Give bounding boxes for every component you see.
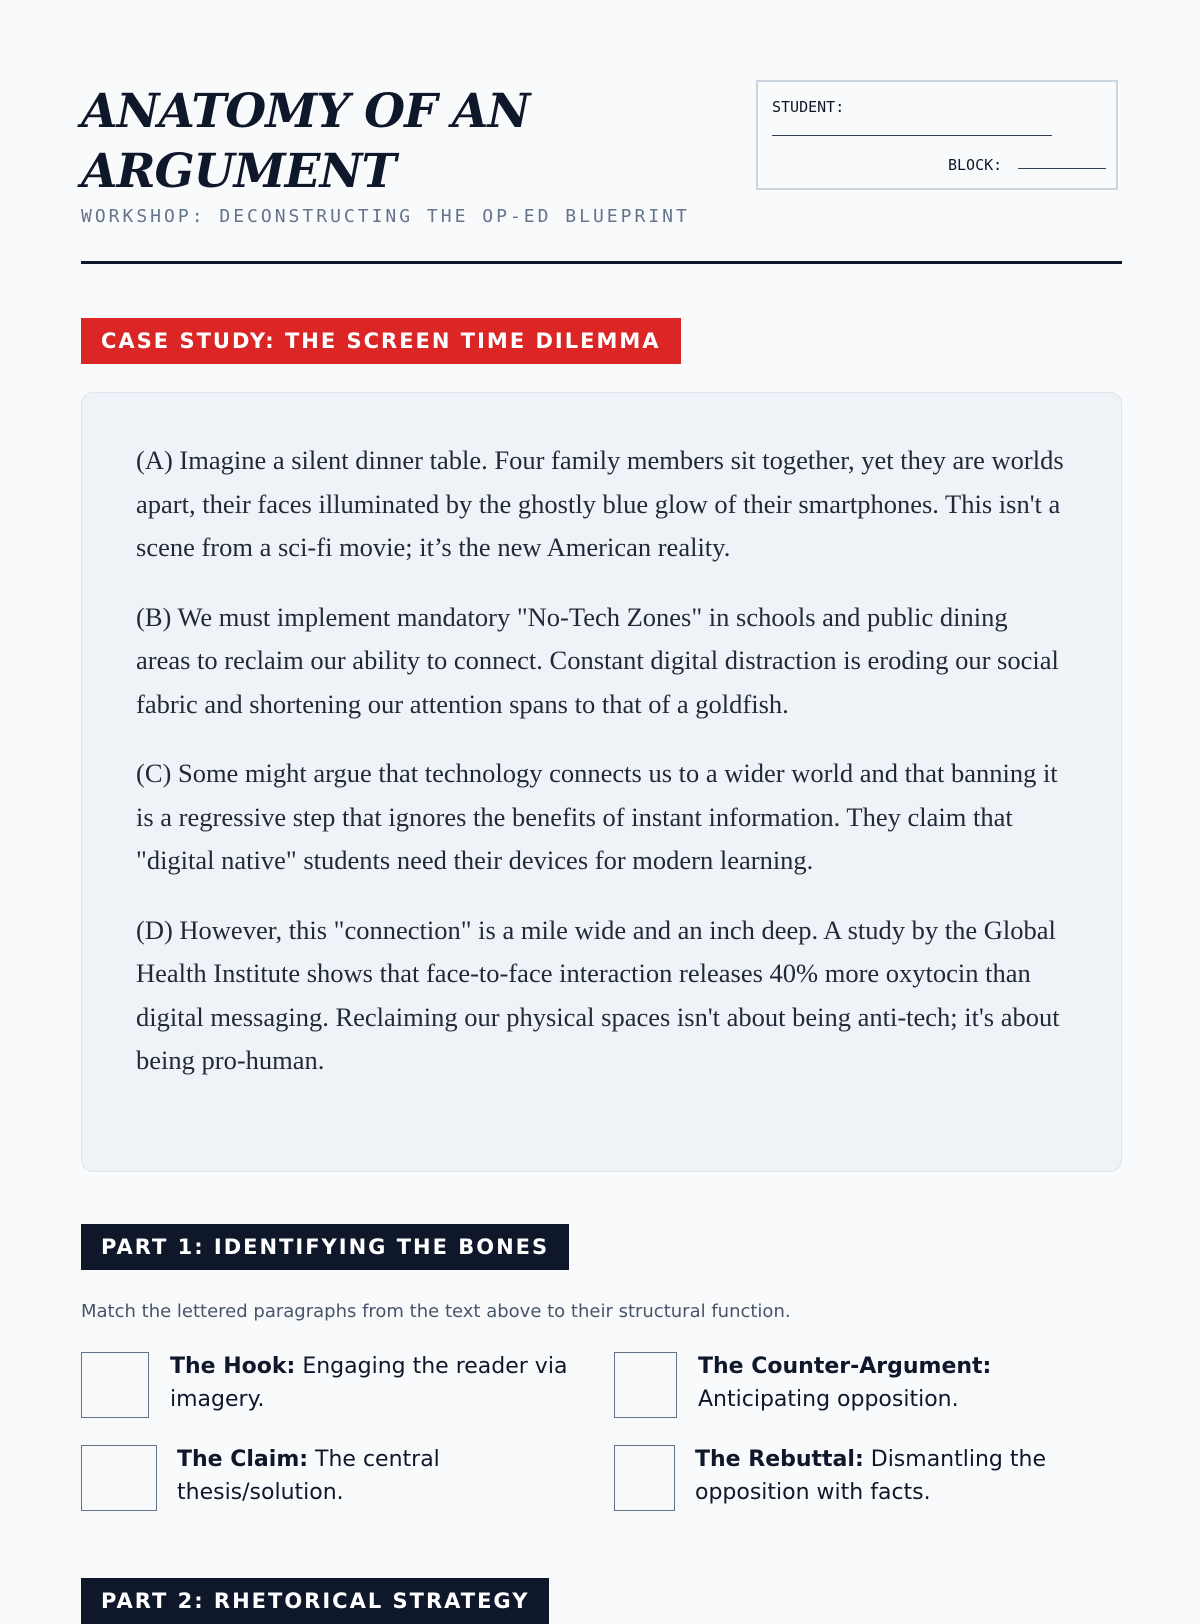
worksheet-page — [81, 0, 1122, 1613]
match-desc-rebuttal: Dismantling the opposition with facts. — [695, 1447, 1046, 1505]
worksheet-header — [81, 0, 1122, 265]
answer-box-claim[interactable] — [81, 1445, 157, 1511]
answer-box-rebuttal[interactable] — [614, 1445, 675, 1511]
block-label: BLOCK: — [948, 156, 1003, 174]
match-item-claim — [177, 1443, 477, 1509]
answer-box-counter-argument[interactable] — [614, 1352, 677, 1418]
match-term-claim: The Claim: — [177, 1447, 309, 1472]
header-divider — [81, 261, 1122, 264]
match-desc-hook: Engaging the reader via imagery. — [170, 1354, 568, 1412]
title-line-2: ARGUMENT — [81, 144, 396, 199]
student-name-line[interactable] — [772, 135, 1052, 136]
case-study-box — [81, 392, 1122, 1172]
match-item-rebuttal — [695, 1443, 1055, 1509]
match-term-hook: The Hook: — [170, 1354, 296, 1379]
part1-label: PART 1: IDENTIFYING THE BONES — [81, 1224, 569, 1270]
match-term-counter-argument: The Counter-Argument: — [698, 1354, 992, 1379]
match-item-hook — [170, 1350, 570, 1416]
student-label: STUDENT: — [772, 98, 845, 116]
block-line[interactable] — [1018, 168, 1106, 169]
page-subtitle: WORKSHOP: DECONSTRUCTING THE OP-ED BLUEPRINT — [81, 206, 690, 227]
match-item-counter-argument — [698, 1350, 1122, 1416]
paragraph-d: (D) However, this "connection" is a mile wide and an inch deep. A study by the Global Health Institute shows that face-to-face interaction releases 40% more oxytocin than digital messaging. Reclaiming our physical spaces isn't about being anti-tech; it's about being pro-human. — [136, 914, 1060, 1075]
paragraph-c: (C) Some might argue that technology connects us to a wider world and that banning it is a regressive step that ignores the benefits of instant information. They claim that "digital native" students need their devices for modern learning. — [136, 758, 1058, 875]
match-desc-counter-argument: Anticipating opposition. — [698, 1387, 959, 1412]
page-title — [81, 82, 701, 202]
match-desc-claim: The central thesis/solution. — [177, 1447, 440, 1505]
match-term-rebuttal: The Rebuttal: — [695, 1447, 864, 1472]
paragraph-a: (A) Imagine a silent dinner table. Four family members sit together, yet they are worlds apart, their faces illuminated by the ghostly blue glow of their smartphones. This isn't a scene from a sci-fi movie; it’s the new American reality. — [136, 445, 1064, 562]
part1-instructions: Match the lettered paragraphs from the text above to their structural function. — [81, 1301, 791, 1322]
part2-label: PART 2: RHETORICAL STRATEGY — [81, 1578, 549, 1624]
answer-box-hook[interactable] — [81, 1352, 149, 1418]
title-line-1: ANATOMY OF AN — [81, 84, 530, 139]
case-study-label: CASE STUDY: THE SCREEN TIME DILEMMA — [81, 318, 681, 364]
paragraph-b: (B) We must implement mandatory "No-Tech Zones" in schools and public dining areas to reclaim our ability to connect. Constant digital distraction is eroding our social fabric and shortening our attention spans to that of a goldfish. — [136, 601, 1059, 719]
student-info-box — [756, 80, 1118, 190]
